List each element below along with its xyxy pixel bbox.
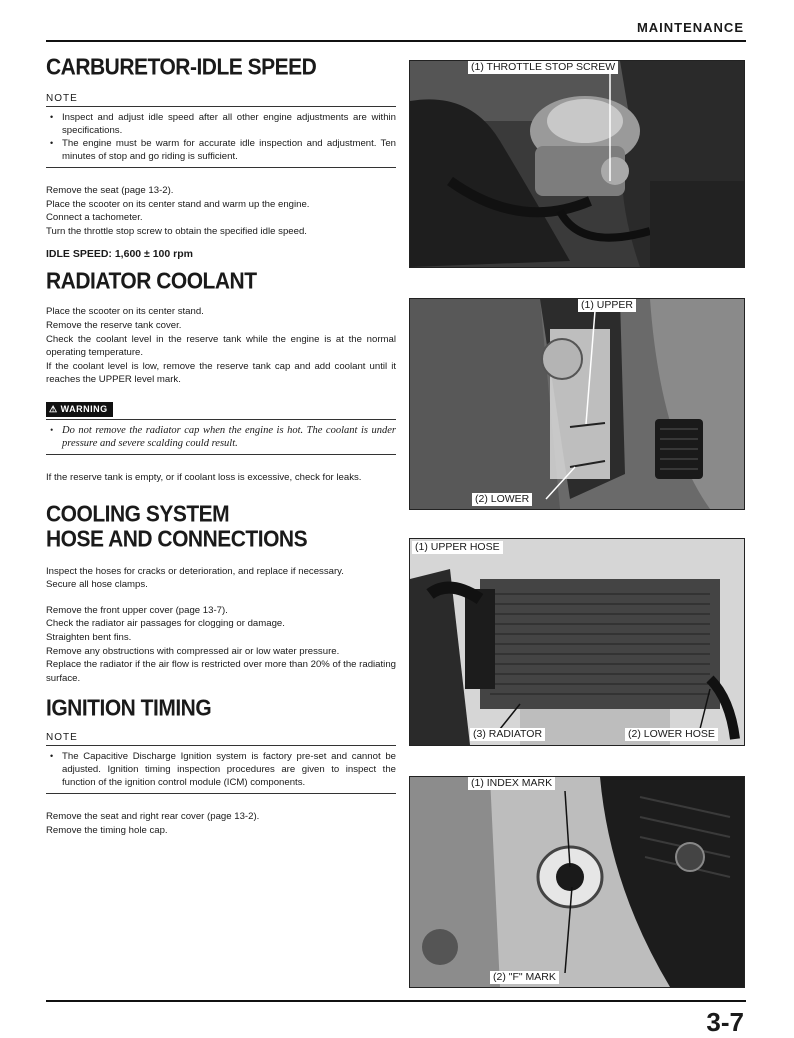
rule (46, 167, 396, 168)
paragraph: Remove the seat and right rear cover (page 13-2). (46, 811, 260, 823)
paragraph: If the coolant level is low, remove the reserve tank cap and add coolant until it reaches the UPPER level mark. (46, 360, 396, 386)
callout-f-mark: (2) "F" MARK (490, 971, 559, 984)
paragraph: Remove the reserve tank cover. (46, 319, 182, 331)
callout-lower-hose: (2) LOWER HOSE (625, 728, 718, 741)
rule (46, 745, 396, 746)
photo-radiator (409, 538, 745, 746)
page-number: 3-7 (706, 1007, 744, 1037)
paragraph: Check the radiator air passages for clogging or damage. (46, 618, 285, 630)
rule (46, 106, 396, 107)
paragraph: Place the scooter on its center stand and warm up the engine. (46, 198, 310, 210)
heading-radiator-coolant: RADIATOR COOLANT (46, 269, 257, 295)
photo-timing-marks (409, 776, 745, 988)
paragraph: Inspect the hoses for cracks or deterioration, and replace if necessary. (46, 565, 344, 577)
footer-rule (46, 1000, 746, 1002)
callout-index-mark: (1) INDEX MARK (468, 777, 555, 790)
paragraph: Turn the throttle stop screw to obtain the specified idle speed. (46, 225, 307, 237)
note-item: • The engine must be warm for accurate idle inspection and adjustment. Ten minutes of stop and go riding is sufficient. (46, 137, 396, 163)
paragraph: Remove any obstructions with compressed air or low water pressure. (46, 645, 340, 657)
rule (46, 419, 396, 420)
paragraph: Secure all hose clamps. (46, 579, 148, 591)
warning-icon: ⚠ (49, 403, 58, 414)
heading-hose-connections: HOSE AND CONNECTIONS (46, 526, 308, 552)
photo-reserve-tank (409, 298, 745, 510)
note-item: • Inspect and adjust idle speed after all other engine adjustments are within specifications. (46, 111, 396, 137)
header-rule (46, 40, 746, 42)
paragraph: Check the coolant level in the reserve tank while the engine is at the normal operating temperature. (46, 333, 396, 359)
warning-list (46, 424, 396, 450)
paragraph: Replace the radiator if the air flow is restricted over more than 20% of the radiating surface. (46, 659, 396, 684)
paragraph: Remove the timing hole cap. (46, 824, 168, 836)
callout-throttle-stop-screw: (1) THROTTLE STOP SCREW (468, 61, 618, 74)
note-list (46, 111, 396, 163)
callout-lower: (2) LOWER (472, 493, 532, 506)
idle-speed-spec: IDLE SPEED: 1,600 ± 100 rpm (46, 248, 193, 261)
callout-radiator: (3) RADIATOR (470, 728, 545, 741)
note-item: • The Capacitive Discharge Ignition system is factory pre-set and cannot be adjusted. Ignition timing inspection procedures are given to inspect the function of the ignition control module (ICM) components. (46, 750, 396, 789)
paragraph: Remove the front upper cover (page 13-7). (46, 604, 228, 616)
photo-carburetor (409, 60, 745, 268)
heading-ignition-timing: IGNITION TIMING (46, 696, 212, 722)
warning-badge (46, 402, 113, 417)
heading-cooling-system: COOLING SYSTEM (46, 501, 230, 527)
warning-label: WARNING (60, 403, 108, 414)
rule (46, 793, 396, 794)
callout-upper-hose: (1) UPPER HOSE (412, 541, 503, 554)
left-column (46, 54, 396, 837)
heading-carburetor: CARBURETOR-IDLE SPEED (46, 55, 317, 80)
paragraph: Place the scooter on its center stand. (46, 306, 204, 318)
note-label: NOTE (46, 732, 78, 744)
paragraph: Remove the seat (page 13-2). (46, 185, 174, 196)
warning-text: • Do not remove the radiator cap when the engine is hot. The coolant is under pressure and severe scalding could result. (46, 424, 396, 450)
callout-upper: (1) UPPER (578, 299, 636, 312)
paragraph: Connect a tachometer. (46, 212, 143, 224)
page-header-title: MAINTENANCE (636, 20, 744, 35)
note-label: NOTE (46, 93, 78, 104)
rule (46, 454, 396, 455)
note-list (46, 750, 396, 789)
paragraph: Straighten bent fins. (46, 631, 132, 643)
paragraph: If the reserve tank is empty, or if coolant loss is excessive, check for leaks. (46, 471, 362, 483)
